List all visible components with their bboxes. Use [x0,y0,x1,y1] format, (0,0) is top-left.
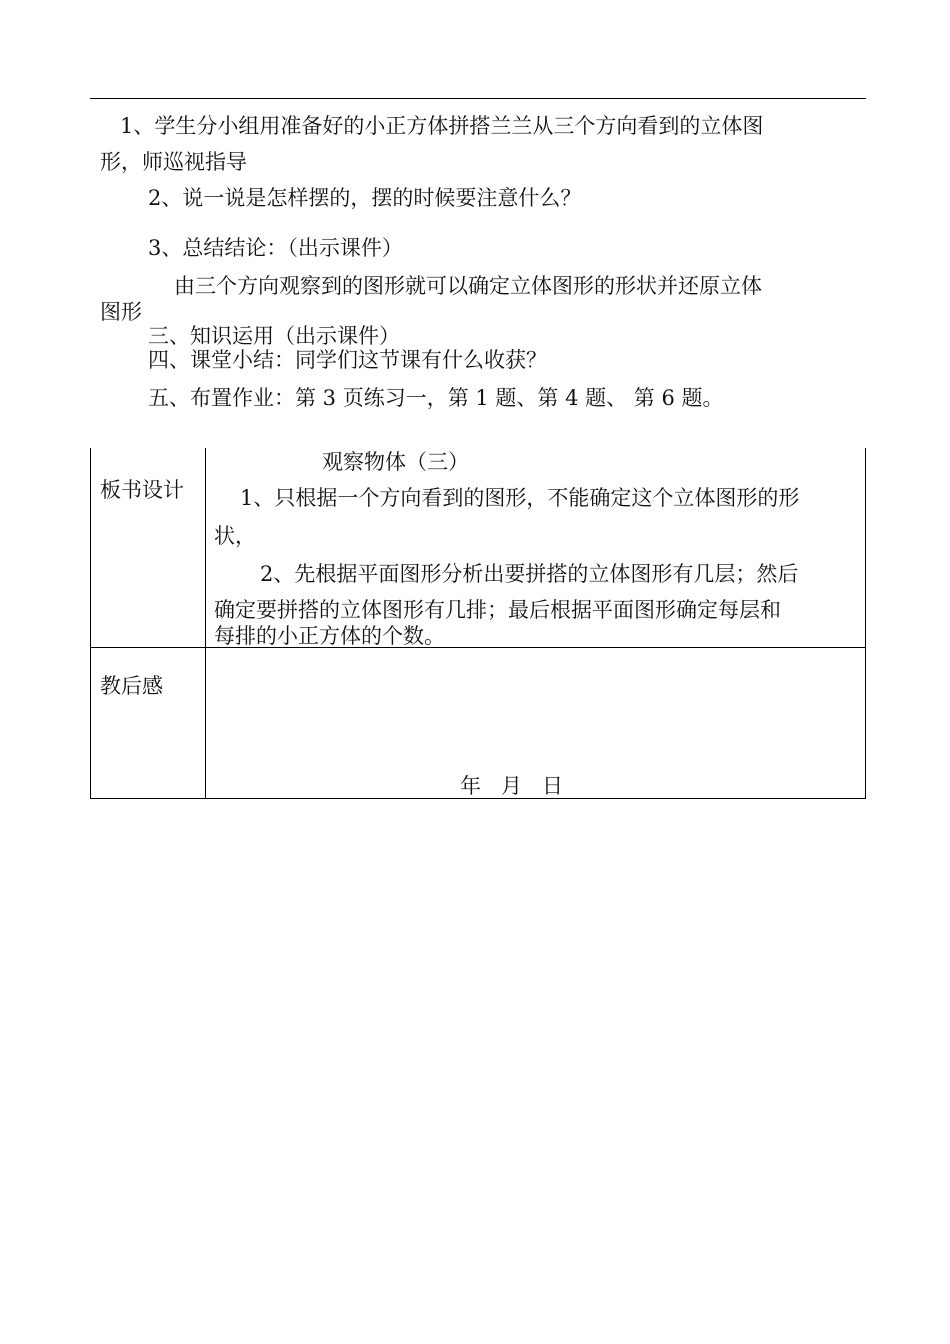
top-rule [90,98,866,99]
reflection-label: 教后感 [100,674,163,698]
step1-line2: 形，师巡视指导 [100,150,247,174]
table-left-border [90,448,91,799]
board-point2-line1: 2、先根据平面图形分析出要拼搭的立体图形有几层；然后 [260,562,799,586]
conclusion-line1: 由三个方向观察到的图形就可以确定立体图形的形状并还原立体 [174,274,762,298]
table-row-divider [90,647,866,648]
step2: 2、说一说是怎样摆的，摆的时候要注意什么？ [148,186,582,210]
board-design-label: 板书设计 [100,478,184,502]
table-column-divider [205,448,206,799]
conclusion-line2: 图形 [100,300,142,324]
lesson-table [90,448,866,799]
step1-line1: 1、学生分小组用准备好的小正方体拼搭兰兰从三个方向看到的立体图 [120,114,764,138]
section-knowledge-application: 三、知识运用（出示课件） [148,324,400,348]
board-point1-line1: 1、只根据一个方向看到的图形，不能确定这个立体图形的形 [240,486,800,510]
reflection-date: 年 月 日 [460,774,564,798]
section-class-summary: 四、课堂小结：同学们这节课有什么收获？ [148,348,547,372]
section-homework: 五、布置作业：第 3 页练习一，第 1 题、第 4 题、 第 6 题。 [148,386,724,410]
table-right-border [865,448,866,799]
board-title: 观察物体（三） [322,450,469,474]
board-point1-line2: 状， [214,524,256,548]
step3: 3、总结结论：（出示课件） [148,236,403,260]
board-point2-line2: 确定要拼搭的立体图形有几排；最后根据平面图形确定每层和 [214,598,781,622]
board-point2-line3: 每排的小正方体的个数。 [214,624,445,648]
